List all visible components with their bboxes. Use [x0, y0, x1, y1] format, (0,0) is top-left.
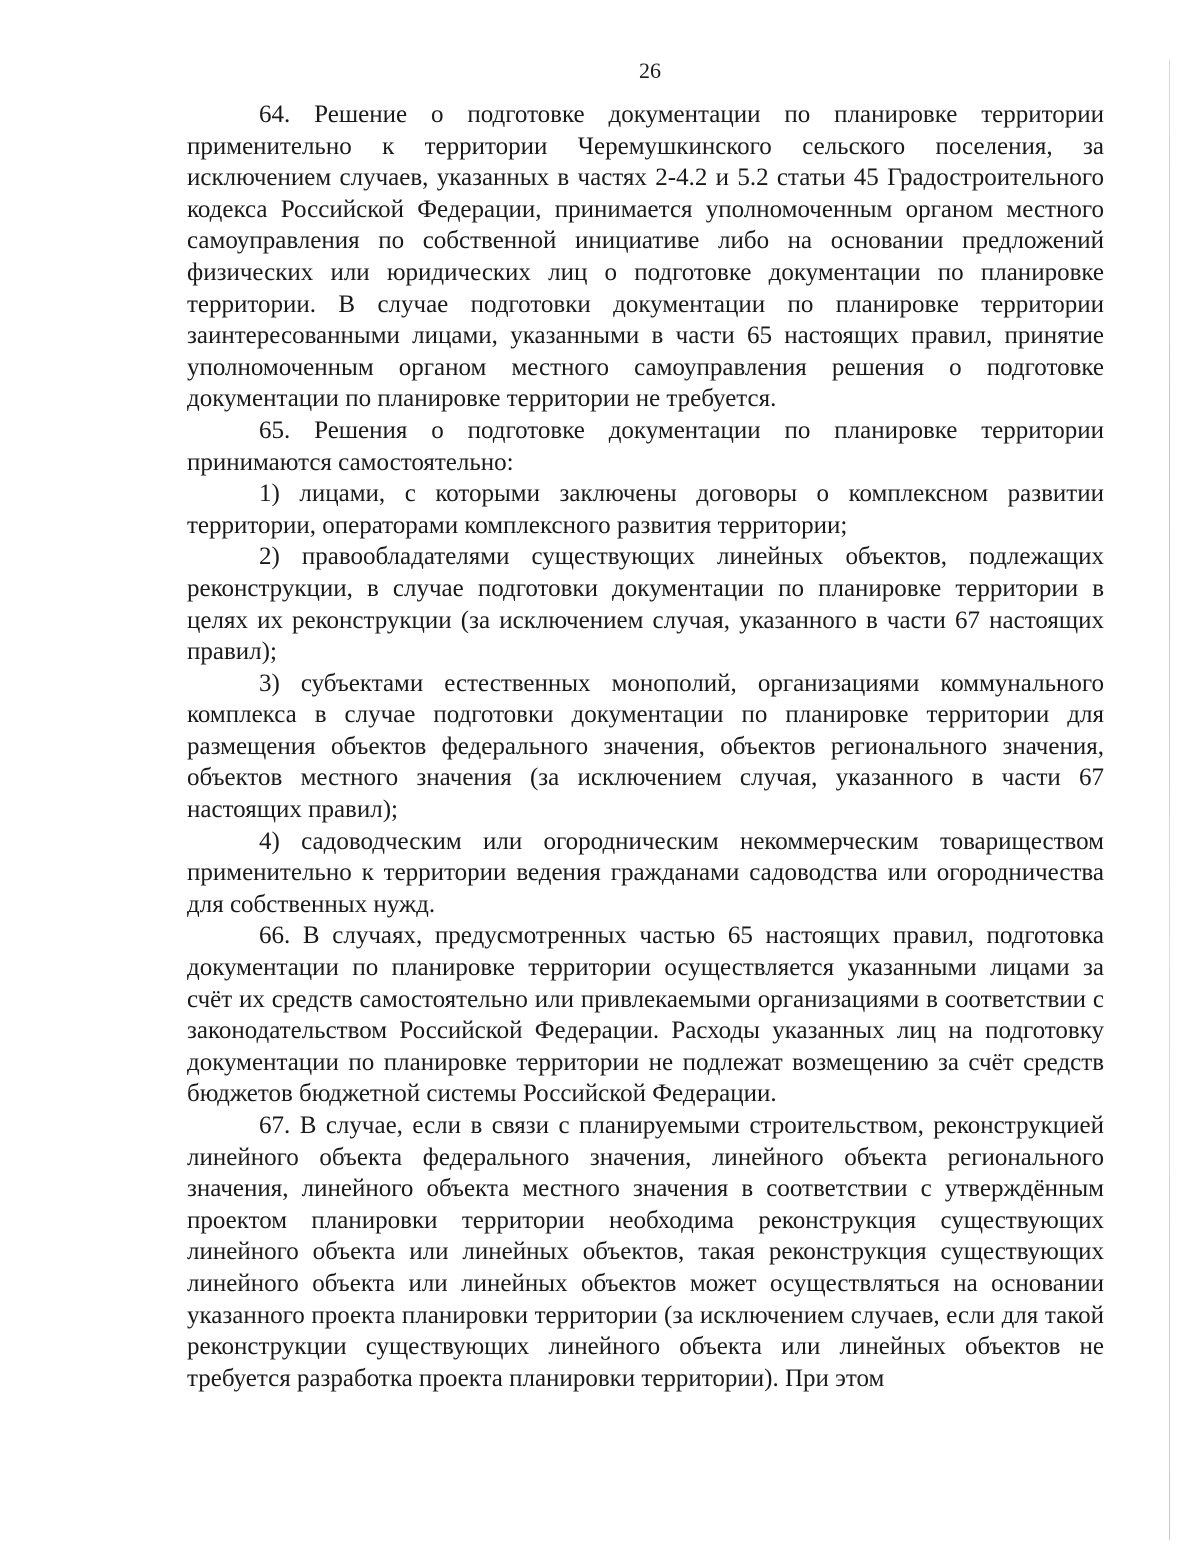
scan-edge-line: [1169, 60, 1170, 1540]
paragraph-65-item-4: 4) садоводческим или огородническим некоммерческим товариществом применительно к территории ведения гражданами садоводства или огородничества для собственных нужд.: [187, 827, 1104, 918]
paragraph-67: 67. В случае, если в связи с планируемыми строительством, реконструкцией линейного объекта федерального значения, линейного объекта регионального значения, линейного объекта местного значения в соответствии с утверждённым проектом планировки территории необходима реконструкция существующих линейного объекта или линейных объектов, такая реконструкция существующих линейного объекта или линейных объектов может осуществляться на основании указанного проекта планировки территории (за исключением случаев, если для такой реконструкции существующих линейного объекта или линейных объектов не требуется разработка проекта планировки территории). При этом: [187, 1112, 1104, 1392]
document-body: [187, 99, 1104, 1394]
paragraph-66: 66. В случаях, предусмотренных частью 65 настоящих правил, подготовка документации по планировке территории осуществляется указанными лицами за счёт их средств самостоятельно или привлекаемыми организациями в соответствии с законодательством Российской Федерации. Расходы указанных лиц на подготовку документации по планировке территории не подлежат возмещению за счёт средств бюджетов бюджетной системы Российской Федерации.: [187, 922, 1104, 1108]
paragraph-65-item-3: 3) субъектами естественных монополий, организациями коммунального комплекса в случае подготовки документации по планировке территории для размещения объектов федерального значения, объектов регионального значения, объектов местного значения (за исключением случая, указанного в части 67 настоящих правил);: [187, 669, 1104, 824]
page-number: 26: [639, 58, 661, 83]
paragraph-65: 65. Решения о подготовке документации по планировке территории принимаются самостоятельно:: [187, 416, 1104, 476]
paragraph-64: 64. Решение о подготовке документации по планировке территории применительно к территории Черемушкинского сельского поселения, за исключением случаев, указанных в частях 2-4.2 и 5.2 статьи 45 Градостроительного кодекса Российской Федерации, принимается уполномоченным органом местного самоуправления по собственной инициативе либо на основании предложений физических или юридических лиц о подготовке документации по планировке территории. В случае подготовки документации по планировке территории заинтересованными лицами, указанными в части 65 настоящих правил, принятие уполномоченным органом местного самоуправления решения о подготовке документации по планировке территории не требуется.: [187, 101, 1104, 413]
paragraph-65-item-2: 2) правообладателями существующих линейных объектов, подлежащих реконструкции, в случае подготовки документации по планировке территории в целях их реконструкции (за исключением случая, указанного в части 67 настоящих правил);: [187, 543, 1104, 666]
paragraph-65-item-1: 1) лицами, с которыми заключены договоры о комплексном развитии территории, операторами комплексного развития территории;: [187, 480, 1104, 539]
